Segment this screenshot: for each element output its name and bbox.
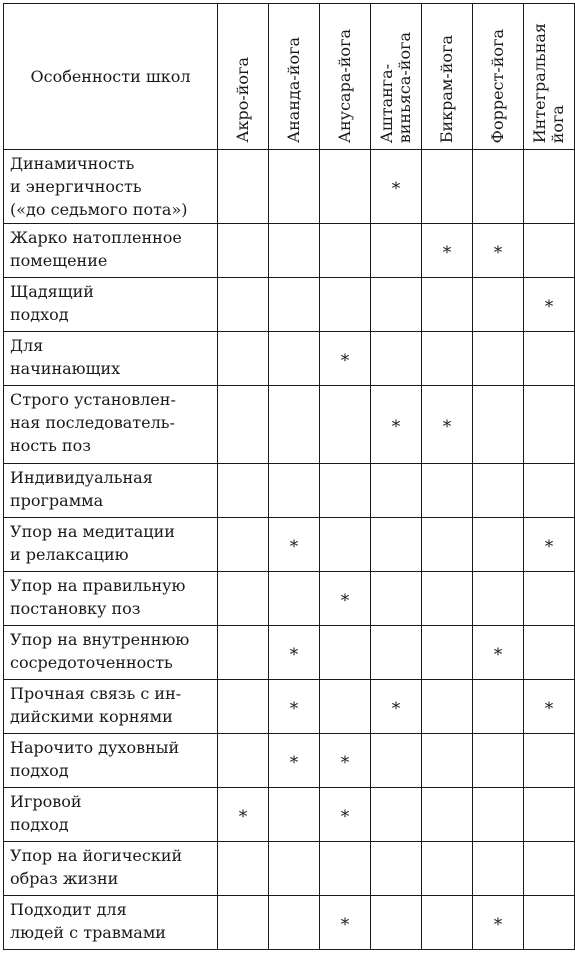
mark-cell <box>473 734 524 788</box>
mark-cell <box>371 896 422 950</box>
asterisk-mark: * <box>391 698 401 719</box>
asterisk-mark: * <box>493 644 503 665</box>
mark-cell <box>371 278 422 332</box>
asterisk-mark: * <box>544 296 554 317</box>
row-label: Индивидуальная программа <box>4 464 218 518</box>
mark-cell <box>269 150 320 224</box>
mark-cell <box>422 464 473 518</box>
mark-cell <box>473 788 524 842</box>
mark-cell <box>320 734 371 788</box>
column-header-label: Акро-йога <box>233 57 252 143</box>
mark-cell <box>371 572 422 626</box>
mark-cell <box>218 680 269 734</box>
asterisk-mark: * <box>493 914 503 935</box>
table-row <box>4 842 575 896</box>
mark-cell <box>371 518 422 572</box>
mark-cell <box>473 680 524 734</box>
row-label: Строго установлен- ная последователь- ность поз <box>4 386 218 464</box>
mark-cell <box>320 464 371 518</box>
mark-cell <box>218 734 269 788</box>
mark-cell <box>422 386 473 464</box>
mark-cell <box>422 734 473 788</box>
mark-cell <box>422 896 473 950</box>
mark-cell <box>422 680 473 734</box>
corner-header: Особенности школ <box>4 4 218 150</box>
mark-cell <box>371 150 422 224</box>
mark-cell <box>524 150 575 224</box>
mark-cell <box>371 734 422 788</box>
mark-cell <box>473 896 524 950</box>
asterisk-mark: * <box>238 806 248 827</box>
asterisk-mark: * <box>289 752 299 773</box>
mark-cell <box>422 842 473 896</box>
mark-cell <box>422 224 473 278</box>
table-row <box>4 332 575 386</box>
asterisk-mark: * <box>391 178 401 199</box>
asterisk-mark: * <box>289 698 299 719</box>
mark-cell <box>422 572 473 626</box>
column-header-label: Аштанга- виньяса-йога <box>377 31 414 143</box>
row-label: Для начинающих <box>4 332 218 386</box>
mark-cell <box>422 788 473 842</box>
table-row <box>4 788 575 842</box>
mark-cell <box>524 278 575 332</box>
mark-cell <box>320 332 371 386</box>
mark-cell <box>422 518 473 572</box>
mark-cell <box>218 332 269 386</box>
header-row <box>4 4 575 150</box>
column-header <box>422 4 473 150</box>
row-label: Прочная связь с ин- дийскими корнями <box>4 680 218 734</box>
mark-cell <box>371 332 422 386</box>
mark-cell <box>218 224 269 278</box>
mark-cell <box>269 572 320 626</box>
row-label: Упор на медитации и релаксацию <box>4 518 218 572</box>
mark-cell <box>269 680 320 734</box>
column-header-label: Форрест-йога <box>488 28 507 143</box>
mark-cell <box>524 386 575 464</box>
mark-cell <box>320 788 371 842</box>
mark-cell <box>371 464 422 518</box>
schools-table-wrapper <box>3 3 575 950</box>
asterisk-mark: * <box>340 350 350 371</box>
mark-cell <box>473 572 524 626</box>
mark-cell <box>473 518 524 572</box>
table-row <box>4 896 575 950</box>
mark-cell <box>422 332 473 386</box>
column-header <box>320 4 371 150</box>
mark-cell <box>218 386 269 464</box>
mark-cell <box>524 626 575 680</box>
column-header <box>371 4 422 150</box>
mark-cell <box>269 842 320 896</box>
mark-cell <box>473 464 524 518</box>
mark-cell <box>269 518 320 572</box>
mark-cell <box>473 278 524 332</box>
mark-cell <box>320 150 371 224</box>
mark-cell <box>524 896 575 950</box>
mark-cell <box>218 572 269 626</box>
mark-cell <box>218 518 269 572</box>
mark-cell <box>320 842 371 896</box>
mark-cell <box>473 332 524 386</box>
mark-cell <box>320 386 371 464</box>
row-label: Нарочито духовный подход <box>4 734 218 788</box>
table-row <box>4 572 575 626</box>
mark-cell <box>473 842 524 896</box>
row-label: Упор на правильную постановку поз <box>4 572 218 626</box>
mark-cell <box>524 332 575 386</box>
mark-cell <box>524 734 575 788</box>
mark-cell <box>371 626 422 680</box>
asterisk-mark: * <box>391 416 401 437</box>
column-header-label: Бикрам-йога <box>437 34 456 143</box>
mark-cell <box>422 626 473 680</box>
mark-cell <box>218 150 269 224</box>
asterisk-mark: * <box>289 644 299 665</box>
table-row <box>4 386 575 464</box>
mark-cell <box>218 896 269 950</box>
mark-cell <box>422 278 473 332</box>
mark-cell <box>320 278 371 332</box>
mark-cell <box>320 518 371 572</box>
column-header <box>524 4 575 150</box>
table-row <box>4 680 575 734</box>
asterisk-mark: * <box>442 242 452 263</box>
yoga-schools-table <box>3 3 575 950</box>
row-label: Упор на йогический образ жизни <box>4 842 218 896</box>
row-label: Упор на внутреннюю сосредоточенность <box>4 626 218 680</box>
mark-cell <box>371 788 422 842</box>
mark-cell <box>320 680 371 734</box>
mark-cell <box>473 150 524 224</box>
mark-cell <box>473 224 524 278</box>
asterisk-mark: * <box>340 914 350 935</box>
mark-cell <box>218 464 269 518</box>
mark-cell <box>218 788 269 842</box>
mark-cell <box>473 626 524 680</box>
mark-cell <box>269 896 320 950</box>
table-row <box>4 626 575 680</box>
mark-cell <box>269 332 320 386</box>
mark-cell <box>320 626 371 680</box>
table-row <box>4 224 575 278</box>
mark-cell <box>524 842 575 896</box>
asterisk-mark: * <box>493 242 503 263</box>
row-label: Динамичность и энергичность («до седьмого пота») <box>4 150 218 224</box>
column-header <box>269 4 320 150</box>
column-header-label: Интегральная йога <box>530 22 567 143</box>
table-row <box>4 278 575 332</box>
table-row <box>4 150 575 224</box>
mark-cell <box>269 464 320 518</box>
asterisk-mark: * <box>544 536 554 557</box>
row-label: Подходит для людей с травмами <box>4 896 218 950</box>
table-body <box>4 150 575 950</box>
table-row <box>4 518 575 572</box>
mark-cell <box>269 278 320 332</box>
asterisk-mark: * <box>442 416 452 437</box>
mark-cell <box>524 464 575 518</box>
mark-cell <box>524 680 575 734</box>
mark-cell <box>218 626 269 680</box>
asterisk-mark: * <box>544 698 554 719</box>
mark-cell <box>524 224 575 278</box>
mark-cell <box>371 842 422 896</box>
mark-cell <box>218 278 269 332</box>
mark-cell <box>269 224 320 278</box>
mark-cell <box>473 386 524 464</box>
asterisk-mark: * <box>340 590 350 611</box>
asterisk-mark: * <box>340 806 350 827</box>
mark-cell <box>524 572 575 626</box>
mark-cell <box>422 150 473 224</box>
table-row <box>4 734 575 788</box>
table-row <box>4 464 575 518</box>
column-header <box>473 4 524 150</box>
mark-cell <box>371 680 422 734</box>
asterisk-mark: * <box>340 752 350 773</box>
row-label: Игровой подход <box>4 788 218 842</box>
mark-cell <box>371 224 422 278</box>
mark-cell <box>524 518 575 572</box>
row-label: Щадящий подход <box>4 278 218 332</box>
mark-cell <box>269 626 320 680</box>
row-label: Жарко натопленное помещение <box>4 224 218 278</box>
mark-cell <box>320 224 371 278</box>
mark-cell <box>320 572 371 626</box>
mark-cell <box>320 896 371 950</box>
mark-cell <box>269 386 320 464</box>
asterisk-mark: * <box>289 536 299 557</box>
column-header <box>218 4 269 150</box>
mark-cell <box>524 788 575 842</box>
mark-cell <box>269 788 320 842</box>
column-header-label: Анусара-йога <box>335 28 354 143</box>
mark-cell <box>269 734 320 788</box>
mark-cell <box>218 842 269 896</box>
column-header-label: Ананда-йога <box>284 37 303 143</box>
mark-cell <box>371 386 422 464</box>
